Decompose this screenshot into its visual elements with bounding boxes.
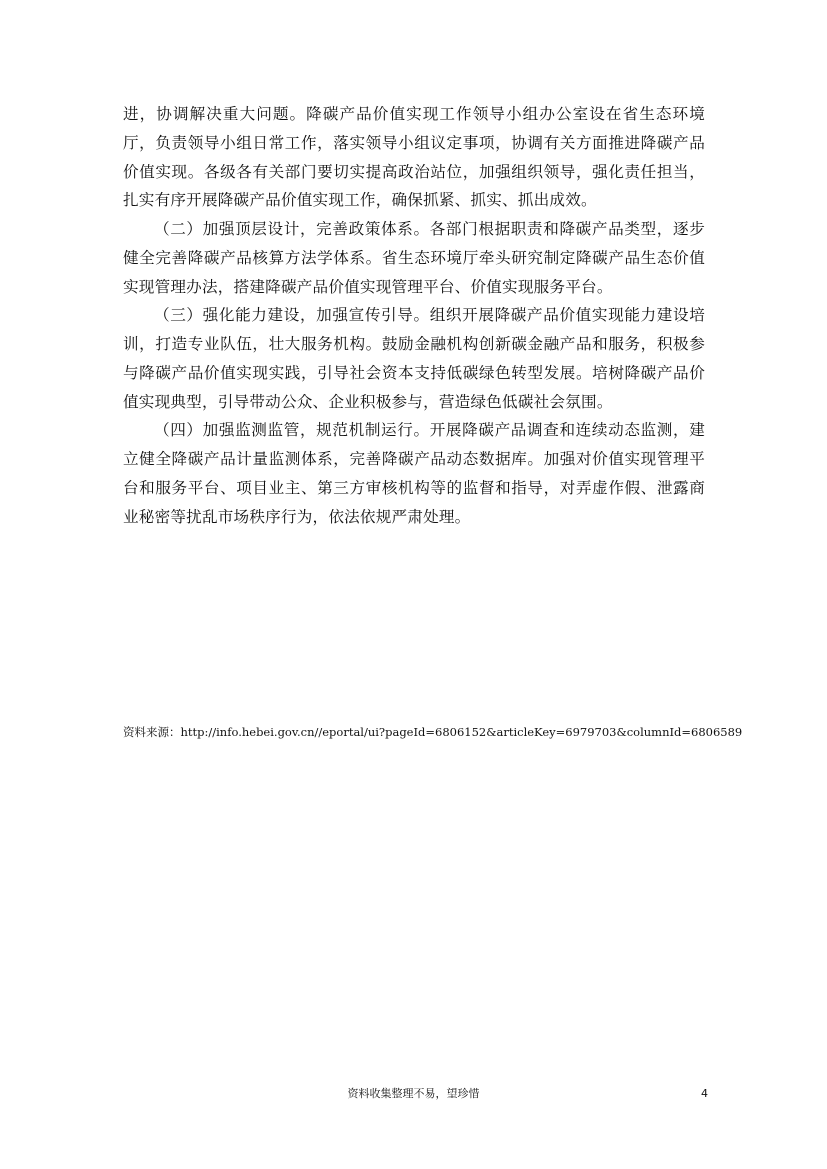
paragraph-monitoring-supervision: （四）加强监测监管，规范机制运行。开展降碳产品调查和连续动态监测，建立健全降碳产品计量监测体系，完善降碳产品动态数据库。加强对价值实现管理平台和服务平台、项目业主、第三方审核机构等的监督和指导，对弄虚作假、泄露商业秘密等扰乱市场秩序行为，依法依规严肃处理。 xyxy=(123,421,705,526)
source-note: 资料来源：http://info.hebei.gov.cn//eportal/ui?pageId=6806152&articleKey=6979703&columnId=6806589 xyxy=(123,725,743,739)
paragraph-continuation: 进，协调解决重大问题。降碳产品价值实现工作领导小组办公室设在省生态环境厅，负责领导小组日常工作，落实领导小组议定事项，协调有关方面推进降碳产品价值实现。各级各有关部门要切实提高政治站位，加强组织领导，强化责任担当，扎实有序开展降碳产品价值实现工作，确保抓紧、抓实、抓出成效。 xyxy=(123,105,705,210)
paragraph-top-level-design: （二）加强顶层设计，完善政策体系。各部门根据职责和降碳产品类型，逐步健全完善降碳产品核算方法学体系。省生态环境厅牵头研究制定降碳产品生态价值实现管理办法，搭建降碳产品价值实现管理平台、价值实现服务平台。 xyxy=(123,220,705,296)
document-body xyxy=(123,100,705,531)
footer-note: 资料收集整理不易，望珍惜 xyxy=(347,1087,480,1100)
page-number: 4 xyxy=(701,1087,708,1100)
paragraph-capacity-building: （三）强化能力建设，加强宣传引导。组织开展降碳产品价值实现能力建设培训，打造专业队伍，壮大服务机构。鼓励金融机构创新碳金融产品和服务，积极参与降碳产品价值实现实践，引导社会资本支持低碳绿色转型发展。培树降碳产品价值实现典型，引导带动公众、企业积极参与，营造绿色低碳社会氛围。 xyxy=(123,306,705,411)
